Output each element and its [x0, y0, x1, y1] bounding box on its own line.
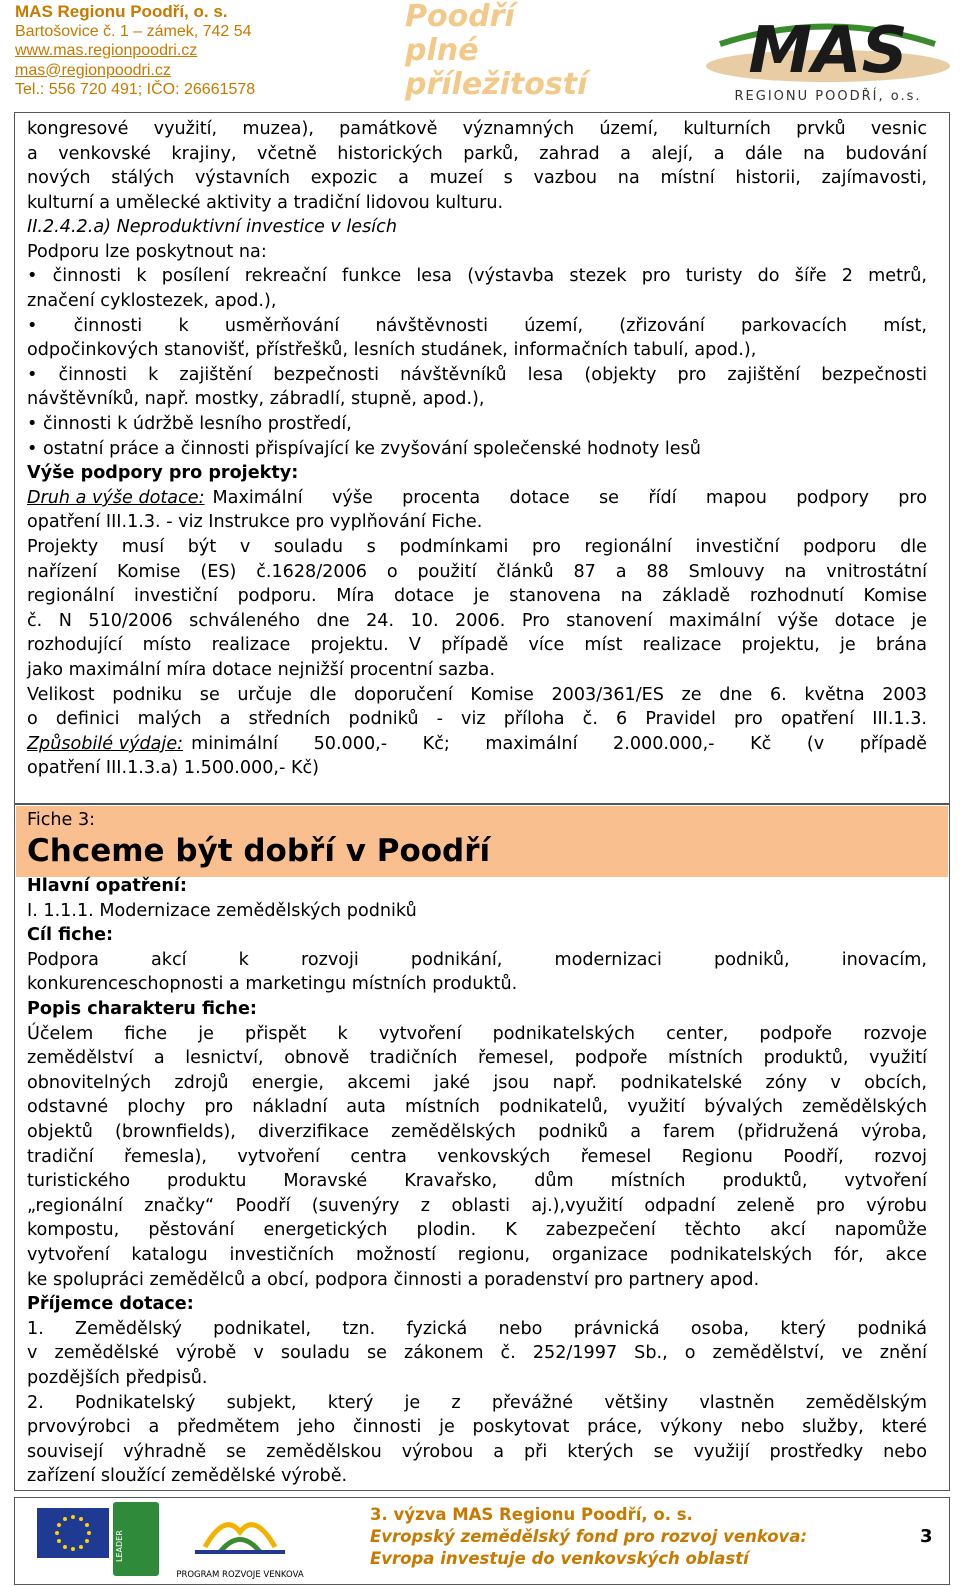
slogan: [405, 0, 587, 102]
leader-label: LEADER: [115, 1530, 124, 1562]
text-line: Projekty musí být v souladu s podmínkami pro regionální investiční podporu dle: [27, 537, 927, 557]
fiche-label: Fiche 3:: [27, 810, 96, 830]
leader-logo: [113, 1502, 159, 1576]
org-address: Bartošovice č. 1 – zámek, 742 54: [15, 22, 252, 40]
footer-fund: Evropský zemědělský fond pro rozvoj venkova:: [370, 1527, 808, 1546]
footer-slogan: Evropa investuje do venkovských oblastí: [370, 1549, 749, 1568]
text-line: Podpora akcí k rozvoji podnikání, modernizaci podniků, inovacím,: [27, 950, 927, 970]
section-heading: Popis charakteru fiche:: [27, 999, 257, 1019]
list-item: • činnosti k posílení rekreační funkce lesa (výstavba stezek pro turisty do šíře 2 metrů,: [27, 266, 927, 286]
prv-icon: [165, 1502, 315, 1562]
text-line: zemědělství a lesnictví, obnově tradičních řemesel, podpoře místních produktů, využití: [27, 1048, 927, 1068]
slogan-line-3: příležitostí: [405, 67, 588, 102]
text-line: objektů (brownfields), diverzifikace zemědělských podniků a farem (přidružená výroba,: [27, 1122, 927, 1142]
text-line: Velikost podniku se určuje dle doporučení Komise 2003/361/ES ze dne 6. května 2003: [27, 685, 927, 705]
text-line: č. N 510/2006 schváleného dne 24. 10. 2006. Pro stanovení maximální výše dotace je: [27, 611, 927, 631]
text-line: obnovitelných zdrojů energie, akcemi jaké jsou např. podnikatelské zóny v obcích,: [27, 1073, 927, 1093]
text-line: v zemědělské výrobě v souladu se zákonem č. 252/1997 Sb., o zemědělství, ve znění: [27, 1343, 927, 1363]
section-heading: Výše podpory pro projekty:: [27, 463, 299, 483]
page-header: [0, 0, 960, 110]
text-line: Podporu lze poskytnout na:: [27, 242, 267, 262]
label-zpusobile-vydaje: Způsobilé výdaje:: [27, 734, 184, 754]
text-line: I. 1.1.1. Modernizace zemědělských podniků: [27, 901, 417, 921]
text-line: tradiční řemesla), vytvoření centra venkovských řemesel Regionu Poodří, rozvoj: [27, 1147, 927, 1167]
text-line: zařízení sloužící zemědělské výrobě.: [27, 1466, 348, 1486]
text-line: [27, 486, 927, 511]
logo-subtext: REGIONU POODŘÍ, o.s.: [734, 89, 922, 104]
page-number: 3: [920, 1526, 933, 1547]
text-line-rest: Maximální výše procenta dotace se řídí mapou podpory pro: [212, 488, 927, 508]
logo-text: MAS: [748, 14, 908, 88]
text-line: [27, 732, 927, 757]
prv-logo: [165, 1502, 315, 1582]
slogan-line-1: Poodří: [405, 0, 515, 34]
text-line-rest: minimální 50.000,- Kč; maximální 2.000.000,- Kč (v případě: [191, 734, 927, 754]
org-name: MAS Regionu Poodří, o. s.: [15, 2, 228, 21]
text-line: ke spolupráci zemědělců a obcí, podpora činnosti a poradenství pro partnery apod.: [27, 1270, 760, 1290]
text-line: turistického produktu Moravské Kravařsko, dům místních produktů, vytvoření: [27, 1171, 927, 1191]
text-line: 2. Podnikatelský subjekt, který je z převážné většiny vlastněn zemědělským: [27, 1393, 927, 1413]
text-line: opatření III.1.3.a) 1.500.000,- Kč): [27, 758, 320, 778]
text-line: konkurenceschopnosti a marketingu místních produktů.: [27, 974, 518, 994]
mas-logo: [700, 4, 955, 108]
list-item: • činnosti k usměrňování návštěvnosti území, (zřizování parkovacích míst,: [27, 316, 927, 336]
list-item: • ostatní práce a činnosti přispívající ke zvyšování společenské hodnoty lesů: [27, 439, 701, 459]
text-line: odstavné plochy pro nákladní auta místních podnikatelů, využití bývalých zemědělských: [27, 1097, 927, 1117]
text-line: souvisejí výhradně se zemědělskou výrobou a při kterých se využijí prostředky nebo: [27, 1442, 927, 1462]
text-line: návštěvníků, např. mostky, zábradlí, stupně, apod.),: [27, 389, 485, 409]
text-line: nařízení Komise (ES) č.1628/2006 o použití článků 87 a 88 Smlouvy na vnitrostátní: [27, 562, 927, 582]
text-line: značení cyklostezek, apod.),: [27, 291, 277, 311]
text-line: pozdějších předpisů.: [27, 1368, 208, 1388]
text-line: rozhodující místo realizace projektu. V případě více míst realizace projektu, je brána: [27, 635, 927, 655]
footer-text: [370, 1504, 807, 1570]
slogan-line-2: plné: [405, 33, 479, 68]
list-item: • činnosti k údržbě lesního prostředí,: [27, 414, 352, 434]
eu-flag-icon: [37, 1508, 109, 1558]
text-line: kulturní a umělecké aktivity a tradiční lidovou kulturu.: [27, 193, 504, 213]
text-line: prvovýrobci a předmětem jeho činnosti je poskytovat práce, výkony nebo služby, které: [27, 1417, 927, 1437]
section-heading: Hlavní opatření:: [27, 876, 187, 896]
text-line: Účelem fiche je přispět k vytvoření podnikatelských center, podpoře rozvoje: [27, 1024, 927, 1044]
page-footer: [14, 1497, 950, 1585]
text-line: 1. Zemědělský podnikatel, tzn. fyzická nebo právnická osoba, který podniká: [27, 1319, 927, 1339]
text-line: kompostu, pěstování energetických plodin. K zabezpečení těchto akcí napomůže: [27, 1220, 927, 1240]
footer-call-title: 3. výzva MAS Regionu Poodří, o. s.: [370, 1505, 693, 1524]
prv-label: PROGRAM ROZVOJE VENKOVA: [176, 1570, 304, 1580]
text-line: jako maximální míra dotace nejnižší procentní sazba.: [27, 660, 496, 680]
text-line: odpočinkových stanovišť, přístřešků, lesních studánek, informačních tabulí, apod.),: [27, 340, 757, 360]
text-line: nových stálých výstavních expozic a muzeí s vazbou na místní historii, zajímavosti,: [27, 168, 927, 188]
text-line: regionální investiční podporu. Míra dotace je stanovena na základě rozhodnutí Komise: [27, 586, 927, 606]
section-heading: Cíl fiche:: [27, 925, 114, 945]
fiche-title: Chceme být dobří v Poodří: [27, 833, 491, 869]
text-line: vytvoření katalogu investičních možností regionu, organizace podnikatelských fór, akce: [27, 1245, 927, 1265]
text-line: „regionální značky“ Poodří (suvenýry z oblasti aj.),využití odpadní zeleně pro výrobu: [27, 1196, 927, 1216]
subsection-heading: II.2.4.2.a) Neproduktivní investice v lesích: [27, 217, 397, 237]
text-line: a venkovské krajiny, včetně historických parků, zahrad a alejí, a dále na budování: [27, 144, 927, 164]
text-line: kongresové využití, muzea), památkově významných území, kulturních prvků vesnic: [27, 119, 927, 139]
org-phone: Tel.: 556 720 491; IČO: 26661578: [15, 81, 256, 98]
text-line: o definici malých a středních podniků - viz příloha č. 6 Pravidel pro opatření III.1.3.: [27, 709, 927, 729]
list-item: • činnosti k zajištění bezpečnosti návštěvníků lesa (objekty pro zajištění bezpečnosti: [27, 365, 927, 385]
label-druh-dotace: Druh a výše dotace:: [27, 488, 205, 508]
text-line: opatření III.1.3. - viz Instrukce pro vyplňování Fiche.: [27, 512, 483, 532]
org-contact: [15, 2, 255, 100]
org-web-link[interactable]: www.mas.regionpoodri.cz: [15, 42, 198, 59]
section-heading: Příjemce dotace:: [27, 1294, 194, 1314]
org-email-link[interactable]: mas@regionpoodri.cz: [15, 61, 171, 79]
